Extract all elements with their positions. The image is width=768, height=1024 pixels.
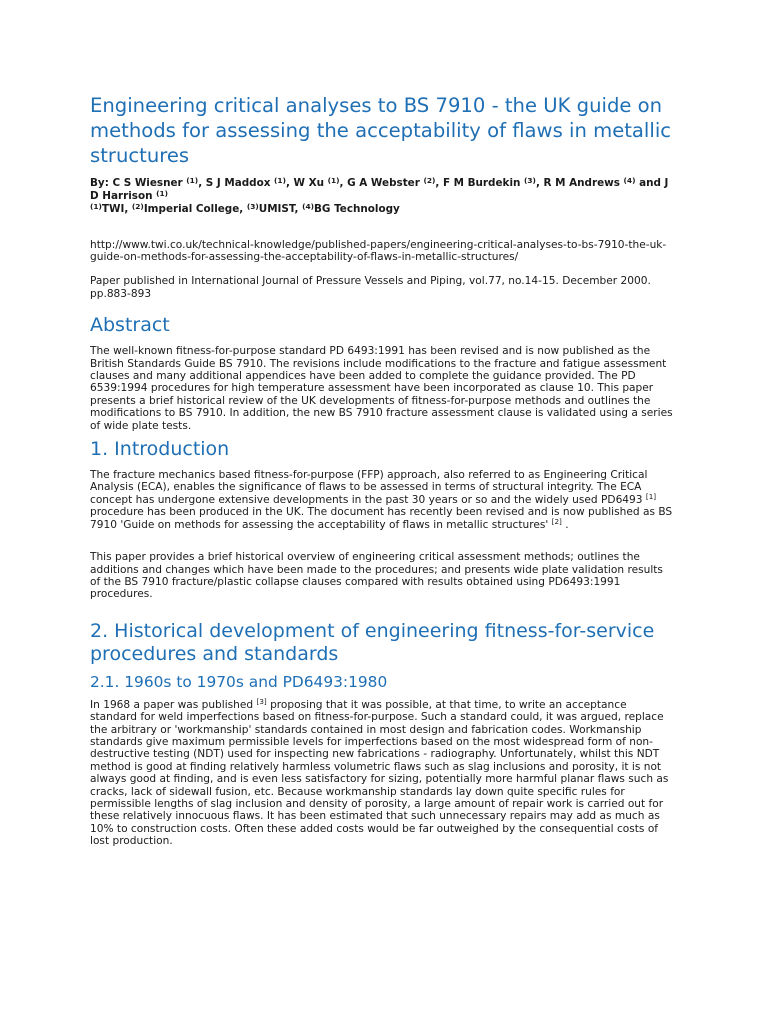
- paper-title: Engineering critical analyses to BS 7910 - the UK guide on methods for assessing the acceptability of flaws in metallic structures: [90, 94, 672, 167]
- abstract-body: The well-known fitness-for-purpose standard PD 6493:1991 has been revised and is now published as the British Standards Guide BS 7910. The revisions include modifications to the fracture and fatigue assessment clauses and many additional appendices have been added to complete the guidance provided. The PD 6539:1994 procedures for high temperature assessment have been incorporated as clause 10. This paper presents a brief historical review of the UK developments of fitness-for-purpose methods and outlines the modifications to BS 7910. In addition, the new BS 7910 fracture assessment clause is validated using a series of wide plate tests.: [90, 345, 673, 432]
- text-run: .: [561, 518, 569, 531]
- affiliation-list: [90, 203, 400, 215]
- author-separator: ,: [285, 177, 294, 189]
- author-name: F M Burdekin: [442, 177, 525, 189]
- source-url[interactable]: http://www.twi.co.uk/technical-knowledge/published-papers/engineering-critical-analyses-to-bs-7910-the-uk-guide-on-methods-for-assessing-the-acceptability-of-flaws-in-metallic-structures/: [90, 238, 667, 264]
- affiliation-marker: (2): [131, 202, 144, 212]
- affiliation-marker: (1): [90, 202, 102, 212]
- by-label: By:: [90, 177, 109, 189]
- introduction-paragraph: [90, 469, 674, 531]
- text-run: The fracture mechanics based fitness-for-purpose (FFP) approach, also referred to as Engineering Critical Analysis (ECA), enables the significance of flaws to be assessed in terms of structural integrity. The ECA concept has undergone extensive developments in the past 30 years or so and the widely used PD6493: [90, 469, 648, 506]
- introduction-heading: 1. Introduction: [90, 438, 230, 461]
- introduction-paragraph: This paper provides a brief historical overview of engineering critical assessment methods; outlines the additions and changes which have been made to the procedures; and presents wide plate validation results of the BS 7910 fracture/plastic collapse clauses compared with results obtained using PD6493:1991 procedures.: [90, 551, 663, 601]
- affiliation-name: BG Technology: [314, 203, 400, 216]
- author-name: J D Harrison: [90, 177, 669, 203]
- affiliation-separator: ,: [239, 203, 247, 216]
- author-list: [90, 177, 668, 202]
- affiliation-marker: (1): [186, 176, 199, 185]
- citation-ref[interactable]: [3]: [256, 696, 267, 706]
- author-name: S J Maddox: [205, 177, 275, 189]
- affiliation-marker: (1): [156, 189, 169, 199]
- affiliation-marker: (4): [302, 202, 314, 212]
- historical-heading: 2. Historical development of engineering fitness-for-service procedures and standards: [90, 619, 655, 665]
- text-run: procedure has been produced in the UK. The document has recently been revised and is now published as BS 7910 'Guide on methods for assessing the acceptability of flaws in metallic structures': [90, 506, 673, 531]
- text-run: In 1968 a paper was published: [90, 698, 257, 711]
- abstract-heading: Abstract: [90, 314, 170, 337]
- affiliation-name: UMIST: [258, 203, 295, 216]
- affiliation-marker: (4): [623, 176, 636, 185]
- historical-paragraph: [90, 696, 674, 848]
- author-name: C S Wiesner: [112, 177, 187, 189]
- author-line: [90, 177, 674, 217]
- affiliation-marker: (3): [524, 176, 536, 185]
- affiliation-marker: (1): [274, 176, 286, 185]
- affiliation-separator: ,: [124, 203, 132, 216]
- affiliation-name: Imperial College: [143, 203, 240, 216]
- author-name: R M Andrews: [543, 177, 624, 189]
- affiliation-marker: (1): [327, 176, 340, 185]
- author-separator: ,: [435, 177, 443, 189]
- publication-note: Paper published in International Journal of Pressure Vessels and Piping, vol.77, no.14-15. December 2000. pp.883-893: [90, 275, 651, 300]
- citation-ref[interactable]: [2]: [551, 516, 562, 526]
- affiliation-name: TWI: [101, 203, 125, 216]
- affiliation-separator: ,: [294, 203, 303, 216]
- author-name: W Xu: [293, 177, 328, 189]
- author-name: G A Webster: [347, 177, 424, 189]
- affiliation-marker: (3): [246, 202, 259, 212]
- subsection-heading: 2.1. 1960s to 1970s and PD6493:1980: [90, 672, 388, 691]
- author-separator: ,: [535, 177, 544, 189]
- text-run: proposing that it was possible, at that time, to write an acceptance standard for weld imperfections based on fitness-for-purpose. Such a standard could, it was argued, replace the arbitrary or 'workmanship' standards contained in most design and fabrication codes. Workmanship standards give maximum permissible levels for imperfections based on the most widespread form of non-destructive testing (NDT) used for inspecting new fabrications - radiography. Unfortunately, whilst this NDT method is good at finding relatively harmless volumetric flaws such as slag inclusions and porosity, it is not always good at finding, and is even less satisfactory for sizing, potentially more harmful planar flaws such as cracks, lack of sidewall fusion, etc. Because workmanship standards lay down quite specific rules for permissible lengths of slag inclusion and density of porosity, a large amount of repair work is carried out for these relatively innocuous flaws. It has been estimated that such unnecessary repairs may add as much as 10% to construction costs. Often these added costs would be far outweighed by the consequential costs of lost production.: [90, 698, 669, 848]
- author-separator: ,: [198, 177, 206, 189]
- author-separator: ,: [339, 177, 348, 189]
- author-separator: and: [635, 177, 665, 189]
- citation-ref[interactable]: [1]: [645, 491, 657, 501]
- affiliation-marker: (2): [423, 176, 436, 185]
